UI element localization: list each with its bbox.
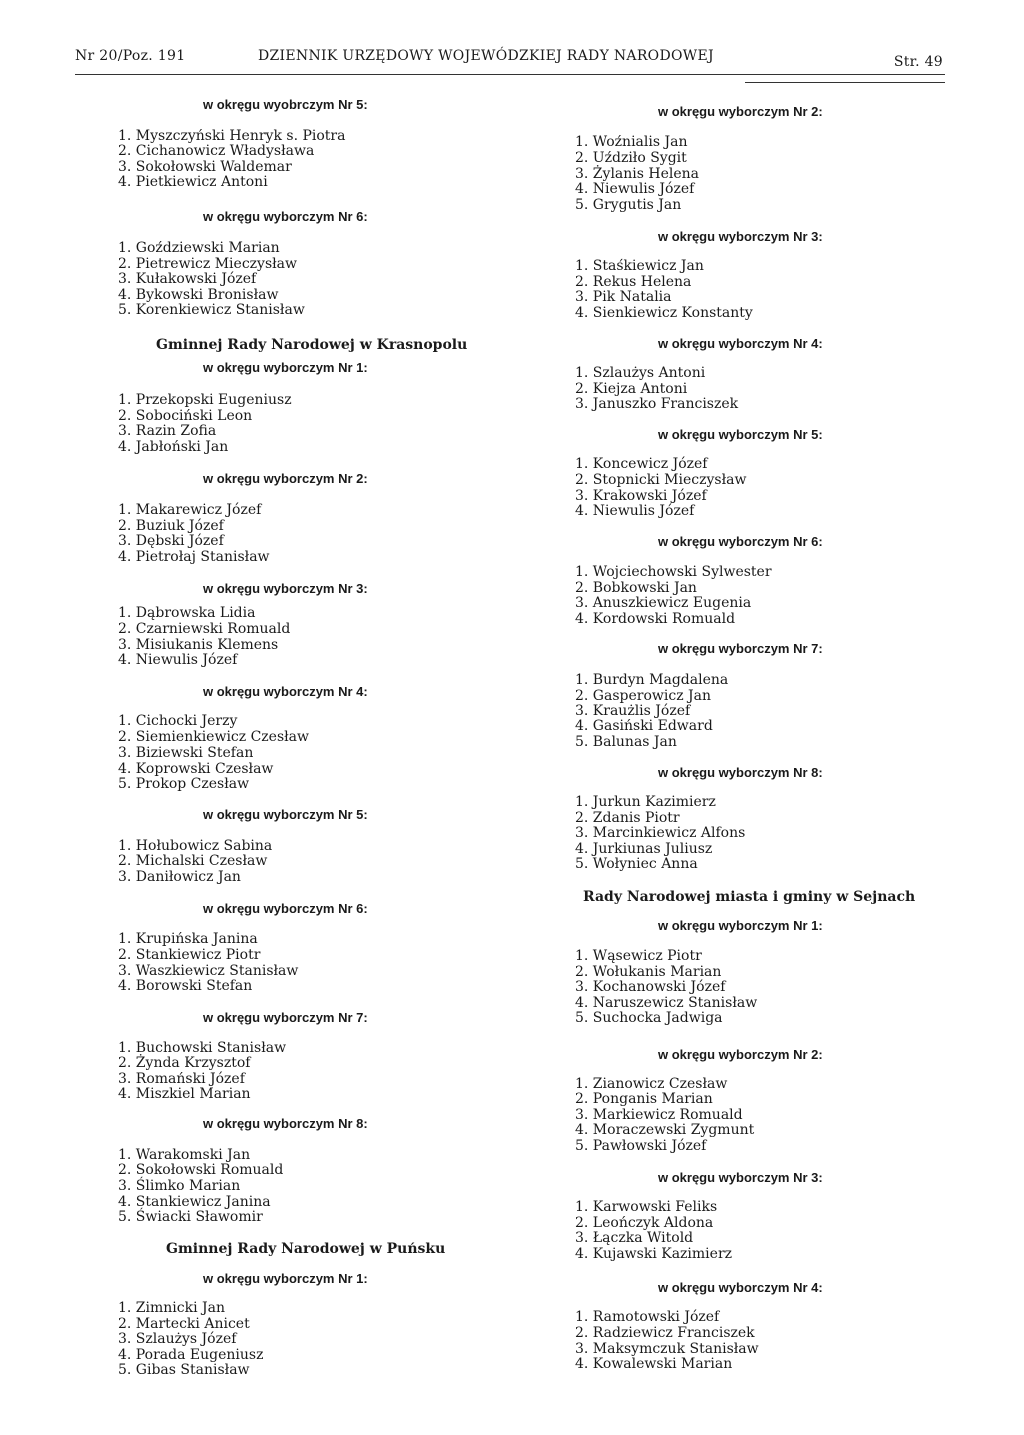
candidate-entry: 2. Czarniewski Romuald: [118, 621, 291, 637]
council-heading: Rady Narodowej miasta i gminy w Sejnach: [583, 889, 916, 905]
candidate-entry: 2. Siemienkiewicz Czesław: [118, 729, 310, 745]
district-heading: w okręgu wyborczym Nr 3:: [203, 581, 368, 596]
district-heading: w okręgu wyobrczym Nr 5:: [203, 97, 368, 112]
candidate-entry: 2. Pietrewicz Mieczysław: [118, 256, 297, 272]
district-heading: w okręgu wyborczym Nr 8:: [203, 1116, 368, 1131]
candidate-entry: 3. Sokołowski Waldemar: [118, 159, 292, 175]
candidate-entry: 2. Rekus Helena: [575, 274, 692, 290]
candidate-entry: 2. Radziewicz Franciszek: [575, 1325, 755, 1341]
candidate-entry: 1. Warakomski Jan: [118, 1147, 251, 1163]
district-heading: w okręgu wyborczym Nr 6:: [658, 534, 823, 549]
district-heading: w okręgu wyborczym Nr 7:: [658, 641, 823, 656]
district-heading: w okręgu wyborczym Nr 6:: [203, 901, 368, 916]
candidate-entry: 4. Kordowski Romuald: [575, 611, 736, 627]
candidate-entry: 3. Markiewicz Romuald: [575, 1107, 743, 1123]
page-number: Str. 49: [893, 54, 943, 70]
candidate-entry: 3. Kochanowski Józef: [575, 979, 726, 995]
candidate-entry: 4. Stankiewicz Janina: [118, 1194, 271, 1210]
district-heading: w okręgu wyborczym Nr 4:: [203, 684, 368, 699]
candidate-entry: 1. Krupińska Janina: [118, 931, 258, 947]
district-heading: w okręgu wyborczym Nr 4:: [658, 336, 823, 351]
candidate-entry: 4. Niewulis Józef: [118, 652, 238, 668]
candidate-entry: 1. Szlaużys Antoni: [575, 365, 706, 381]
council-heading: Gminnej Rady Narodowej w Krasnopolu: [156, 337, 468, 353]
candidate-entry: 1. Woźnialis Jan: [575, 134, 688, 150]
candidate-entry: 3. Anuszkiewicz Eugenia: [575, 595, 752, 611]
candidate-entry: 4. Bykowski Bronisław: [118, 287, 279, 303]
candidate-entry: 1. Wojciechowski Sylwester: [575, 564, 772, 580]
candidate-entry: 2. Buziuk Józef: [118, 518, 224, 534]
candidate-entry: 5. Świacki Sławomir: [118, 1209, 263, 1225]
candidate-entry: 1. Dąbrowska Lidia: [118, 605, 256, 621]
district-heading: w okręgu wyborczym Nr 3:: [658, 229, 823, 244]
candidate-entry: 3. Kraużlis Józef: [575, 703, 691, 719]
candidate-entry: 4. Niewulis Józef: [575, 503, 695, 519]
candidate-entry: 1. Przekopski Eugeniusz: [118, 392, 292, 408]
candidate-entry: 2. Zdanis Piotr: [575, 810, 680, 826]
header-rule-short: [745, 82, 945, 83]
candidate-entry: 1. Makarewicz Józef: [118, 502, 262, 518]
candidate-entry: 4. Kujawski Kazimierz: [575, 1246, 733, 1262]
candidate-entry: 5. Wołyniec Anna: [575, 856, 698, 872]
council-heading: Gminnej Rady Narodowej w Puńsku: [166, 1241, 446, 1257]
district-heading: w okręgu wyborczym Nr 2:: [203, 471, 368, 486]
candidate-entry: 1. Wąsewicz Piotr: [575, 948, 702, 964]
candidate-entry: 2. Michalski Czesław: [118, 853, 268, 869]
candidate-entry: 1. Goździewski Marian: [118, 240, 280, 256]
candidate-entry: 2. Kiejza Antoni: [575, 381, 688, 397]
candidate-entry: 2. Ponganis Marian: [575, 1091, 713, 1107]
candidate-entry: 1. Myszczyński Henryk s. Piotra: [118, 128, 346, 144]
candidate-entry: 3. Żylanis Helena: [575, 166, 700, 182]
candidate-entry: 4. Pietrołaj Stanisław: [118, 549, 270, 565]
candidate-entry: 5. Balunas Jan: [575, 734, 677, 750]
candidate-entry: 3. Romański Józef: [118, 1071, 245, 1087]
candidate-entry: 4. Gasiński Edward: [575, 718, 713, 734]
candidate-entry: 1. Hołubowicz Sabina: [118, 838, 273, 854]
candidate-entry: 3. Łączka Witold: [575, 1230, 694, 1246]
candidate-entry: 1. Staśkiewicz Jan: [575, 258, 704, 274]
district-heading: w okręgu wyborczym Nr 3:: [658, 1170, 823, 1185]
district-heading: w okręgu wyborczym Nr 6:: [203, 209, 368, 224]
candidate-entry: 2. Leończyk Aldona: [575, 1215, 714, 1231]
candidate-entry: 1. Zianowicz Czesław: [575, 1076, 728, 1092]
candidate-entry: 2. Wołukanis Marian: [575, 964, 722, 980]
candidate-entry: 3. Razin Zofia: [118, 423, 217, 439]
candidate-entry: 3. Ślimko Marian: [118, 1178, 241, 1194]
district-heading: w okręgu wyborczym Nr 2:: [658, 104, 823, 119]
journal-title: DZIENNIK URZĘDOWY WOJEWÓDZKIEJ RADY NARODOWEJ: [258, 48, 714, 64]
candidate-entry: 1. Burdyn Magdalena: [575, 672, 729, 688]
candidate-entry: 4. Niewulis Józef: [575, 181, 695, 197]
district-heading: w okręgu wyborczym Nr 7:: [203, 1010, 368, 1025]
header-rule: [75, 74, 945, 75]
candidate-entry: 1. Cichocki Jerzy: [118, 713, 238, 729]
candidate-entry: 3. Daniłowicz Jan: [118, 869, 241, 885]
candidate-entry: 2. Uździło Sygit: [575, 150, 687, 166]
candidate-entry: 2. Sobociński Leon: [118, 408, 253, 424]
candidate-entry: 4. Naruszewicz Stanisław: [575, 995, 758, 1011]
candidate-entry: 2. Stankiewicz Piotr: [118, 947, 261, 963]
candidate-entry: 5. Prokop Czesław: [118, 776, 250, 792]
district-heading: w okręgu wyborczym Nr 5:: [658, 427, 823, 442]
candidate-entry: 2. Sokołowski Romuald: [118, 1162, 284, 1178]
candidate-entry: 4. Jurkiunas Juliusz: [575, 841, 713, 857]
candidate-entry: 5. Suchocka Jadwiga: [575, 1010, 723, 1026]
candidate-entry: 1. Karwowski Feliks: [575, 1199, 718, 1215]
candidate-entry: 2. Gasperowicz Jan: [575, 688, 711, 704]
candidate-entry: 5. Korenkiewicz Stanisław: [118, 302, 305, 318]
candidate-entry: 4. Miszkiel Marian: [118, 1086, 251, 1102]
candidate-entry: 1. Koncewicz Józef: [575, 456, 708, 472]
candidate-entry: 3. Pik Natalia: [575, 289, 672, 305]
candidate-entry: 3. Maksymczuk Stanisław: [575, 1341, 759, 1357]
candidate-entry: 4. Porada Eugeniusz: [118, 1347, 264, 1363]
candidate-entry: 4. Moraczewski Zygmunt: [575, 1122, 755, 1138]
candidate-entry: 1. Buchowski Stanisław: [118, 1040, 287, 1056]
candidate-entry: 3. Waszkiewicz Stanisław: [118, 963, 299, 979]
candidate-entry: 3. Misiukanis Klemens: [118, 637, 279, 653]
candidate-entry: 2. Bobkowski Jan: [575, 580, 697, 596]
district-heading: w okręgu wyborczym Nr 5:: [203, 807, 368, 822]
issue-number: Nr 20/Poz. 191: [75, 48, 186, 64]
candidate-entry: 4. Pietkiewicz Antoni: [118, 174, 268, 190]
candidate-entry: 3. Januszko Franciszek: [575, 396, 739, 412]
candidate-entry: 2. Stopnicki Mieczysław: [575, 472, 747, 488]
candidate-entry: 1. Ramotowski Józef: [575, 1309, 720, 1325]
district-heading: w okręgu wyborczym Nr 4:: [658, 1280, 823, 1295]
district-heading: w okręgu wyborczym Nr 1:: [203, 360, 368, 375]
candidate-entry: 4. Kowalewski Marian: [575, 1356, 733, 1372]
candidate-entry: 3. Marcinkiewicz Alfons: [575, 825, 746, 841]
district-heading: w okręgu wyborczym Nr 8:: [658, 765, 823, 780]
candidate-entry: 5. Gibas Stanisław: [118, 1362, 250, 1378]
candidate-entry: 4. Koprowski Czesław: [118, 761, 274, 777]
candidate-entry: 4. Borowski Stefan: [118, 978, 253, 994]
candidate-entry: 5. Grygutis Jan: [575, 197, 682, 213]
candidate-entry: 3. Krakowski Józef: [575, 488, 707, 504]
candidate-entry: 3. Biziewski Stefan: [118, 745, 254, 761]
candidate-entry: 3. Kułakowski Józef: [118, 271, 257, 287]
candidate-entry: 2. Martecki Anicet: [118, 1316, 250, 1332]
candidate-entry: 2. Cichanowicz Władysława: [118, 143, 315, 159]
candidate-entry: 1. Zimnicki Jan: [118, 1300, 226, 1316]
district-heading: w okręgu wyborczym Nr 1:: [658, 918, 823, 933]
district-heading: w okręgu wyborczym Nr 1:: [203, 1271, 368, 1286]
candidate-entry: 4. Sienkiewicz Konstanty: [575, 305, 753, 321]
candidate-entry: 3. Dębski Józef: [118, 533, 224, 549]
candidate-entry: 3. Szlaużys Józef: [118, 1331, 237, 1347]
candidate-entry: 4. Jabłoński Jan: [118, 439, 229, 455]
candidate-entry: 2. Żynda Krzysztof: [118, 1055, 251, 1071]
candidate-entry: 5. Pawłowski Józef: [575, 1138, 707, 1154]
candidate-entry: 1. Jurkun Kazimierz: [575, 794, 716, 810]
district-heading: w okręgu wyborczym Nr 2:: [658, 1047, 823, 1062]
